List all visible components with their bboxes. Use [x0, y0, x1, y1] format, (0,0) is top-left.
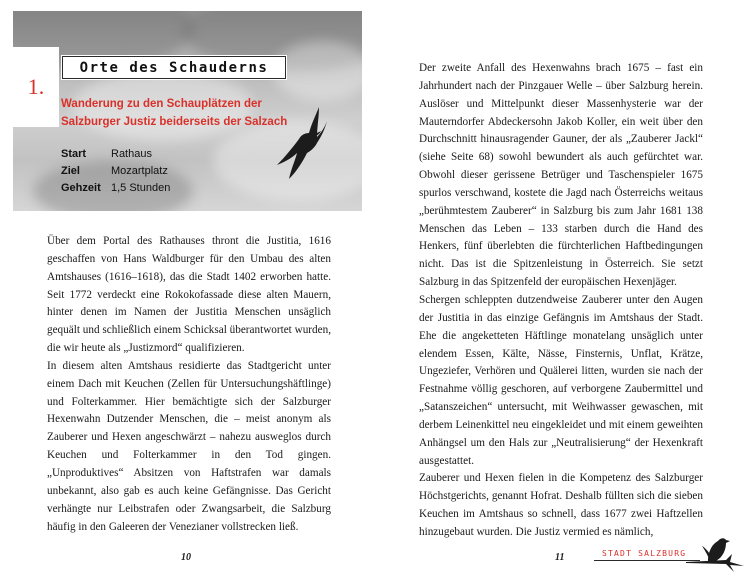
info-value: Mozartplatz: [111, 165, 168, 177]
footer-rule: [594, 560, 700, 561]
page-number: 11: [555, 552, 565, 563]
left-page: [0, 0, 372, 581]
paragraph: In diesem alten Amtshaus residierte das Stadtgericht unter einem Dach mit Keuchen (Zellen für Untersuchungshäftlinge) und Folterkammer. Hier bemächtigte sich der Salzburger Hexenwahn Dutzender Menschen, die – meist anonym als Zauberer und Hexen angeschwärzt – nahezu ausweglos durch Keuchen und Folterkammer in den Tod gingen. „Unproduktives“ Absitzen von Haftstrafen war damals unbekannt, also gab es auch keine Gefängnisse. Das Gericht verhängte nur Leibstrafen oder Zwangsarbeit, die Salzburg häufig in den Galeeren der Venezianer vollstrecken ließ.: [47, 359, 331, 533]
page-number: 10: [181, 552, 191, 563]
info-row-start: [61, 146, 170, 163]
route-info: [61, 146, 170, 197]
info-row-gehzeit: [61, 180, 170, 197]
paragraph: Über dem Portal des Rathauses thront die Justitia, 1616 geschaffen von Hans Waldburger für den Umbau des alten Amtshauses (1616–1618), das die Stadt 1402 erworben hatte. Seit 1772 verdeckt eine Rokokofassade diese alten Mauern, hinter denen im Namen der Justitia Menschen unsäglich gequält und schließlich einem Schicksal überantwortet wurden, die wir heute als „Justizmord“ qualifizieren.: [47, 235, 331, 355]
paragraph: Schergen schleppten dutzendweise Zauberer unter den Augen der Justitia in das einzige Gefängnis im Amtshaus der Stadt. Ehe die angeketteten Häftlinge monatelang unsäglich unter elendem Essen, Kälte, Nässe, Finsternis, Unflat, Krätze, Ungeziefer, Verhören und Quälerei litten, wurden sie nach der Festnahme völlig geschoren, auf verborgene Zaubermittel und „Satanszeichen“ untersucht, mit Weihwasser gewaschen, mit derbem Leinenkittel neu eingekleidet und mit einem geweihten Anhängsel um den Hals zur „Neutralisierung“ der Hexenkraft ausgestattet.: [419, 293, 703, 467]
chapter-title: Orte des Schauderns: [61, 55, 287, 80]
info-row-ziel: [61, 163, 170, 180]
flying-bird-icon: [275, 103, 337, 183]
left-body-text: [47, 233, 331, 536]
subtitle-line: Wanderung zu den Schauplätzen der: [61, 98, 262, 110]
info-label: Start: [61, 148, 87, 160]
chapter-number: 1.: [13, 47, 59, 127]
running-footer: [586, 532, 745, 581]
right-body-text: [419, 60, 703, 542]
crow-on-branch-icon: [686, 532, 745, 581]
footer-label: STADT SALZBURG: [602, 549, 687, 558]
chapter-header: [13, 11, 362, 211]
chapter-subtitle: [61, 95, 311, 131]
subtitle-line: Salzburger Justiz beiderseits der Salzach: [61, 116, 288, 128]
info-value: Rathaus: [111, 148, 152, 160]
paragraph: Zauberer und Hexen fielen in die Kompetenz des Salzburger Höchstgerichts, genannt Hofrat. Deshalb füllten sich die sieben Keuchen im Amtshaus so schnell, dass 1677 zwei Haftzellen hinzugebaut wurden. Die Justiz vermied es nämlich,: [419, 472, 703, 538]
info-label: Ziel: [61, 165, 80, 177]
paragraph: Der zweite Anfall des Hexenwahns brach 1675 – fast ein Jahrhundert nach der Pinzgauer Welle – über Salzburg herein. Auslöser und Mittelpunkt dieser Massenhysterie war der Mauterndorfer Abdeckersohn Jakob Koller, ein weit über den Durchschnitt hinausragender Gauner, der als „Zauberer Jackl“ (siehe Seite 68) sowohl bewundert als auch gefürchtet war. Obwohl dieser gerissene Betrüger und Taschenspieler 1675 spurlos verschwand, kostete die Jagd nach Österreichs weitaus „berühmtestem Zauberer“ in Salzburg bis zum Jahr 1681 138 Menschen das Leben – 133 starben durch die Hand des Henkers, fünf überlebten die fürchterlichen Haftbedingungen nicht. Das ist die Spitzenleistung in Österreich. Sie setzt Salzburg in das Spitzenfeld der europäischen Hexenjäger.: [419, 62, 703, 289]
right-page: [373, 0, 745, 581]
info-label: Gehzeit: [61, 182, 101, 194]
info-value: 1,5 Stunden: [111, 182, 171, 194]
